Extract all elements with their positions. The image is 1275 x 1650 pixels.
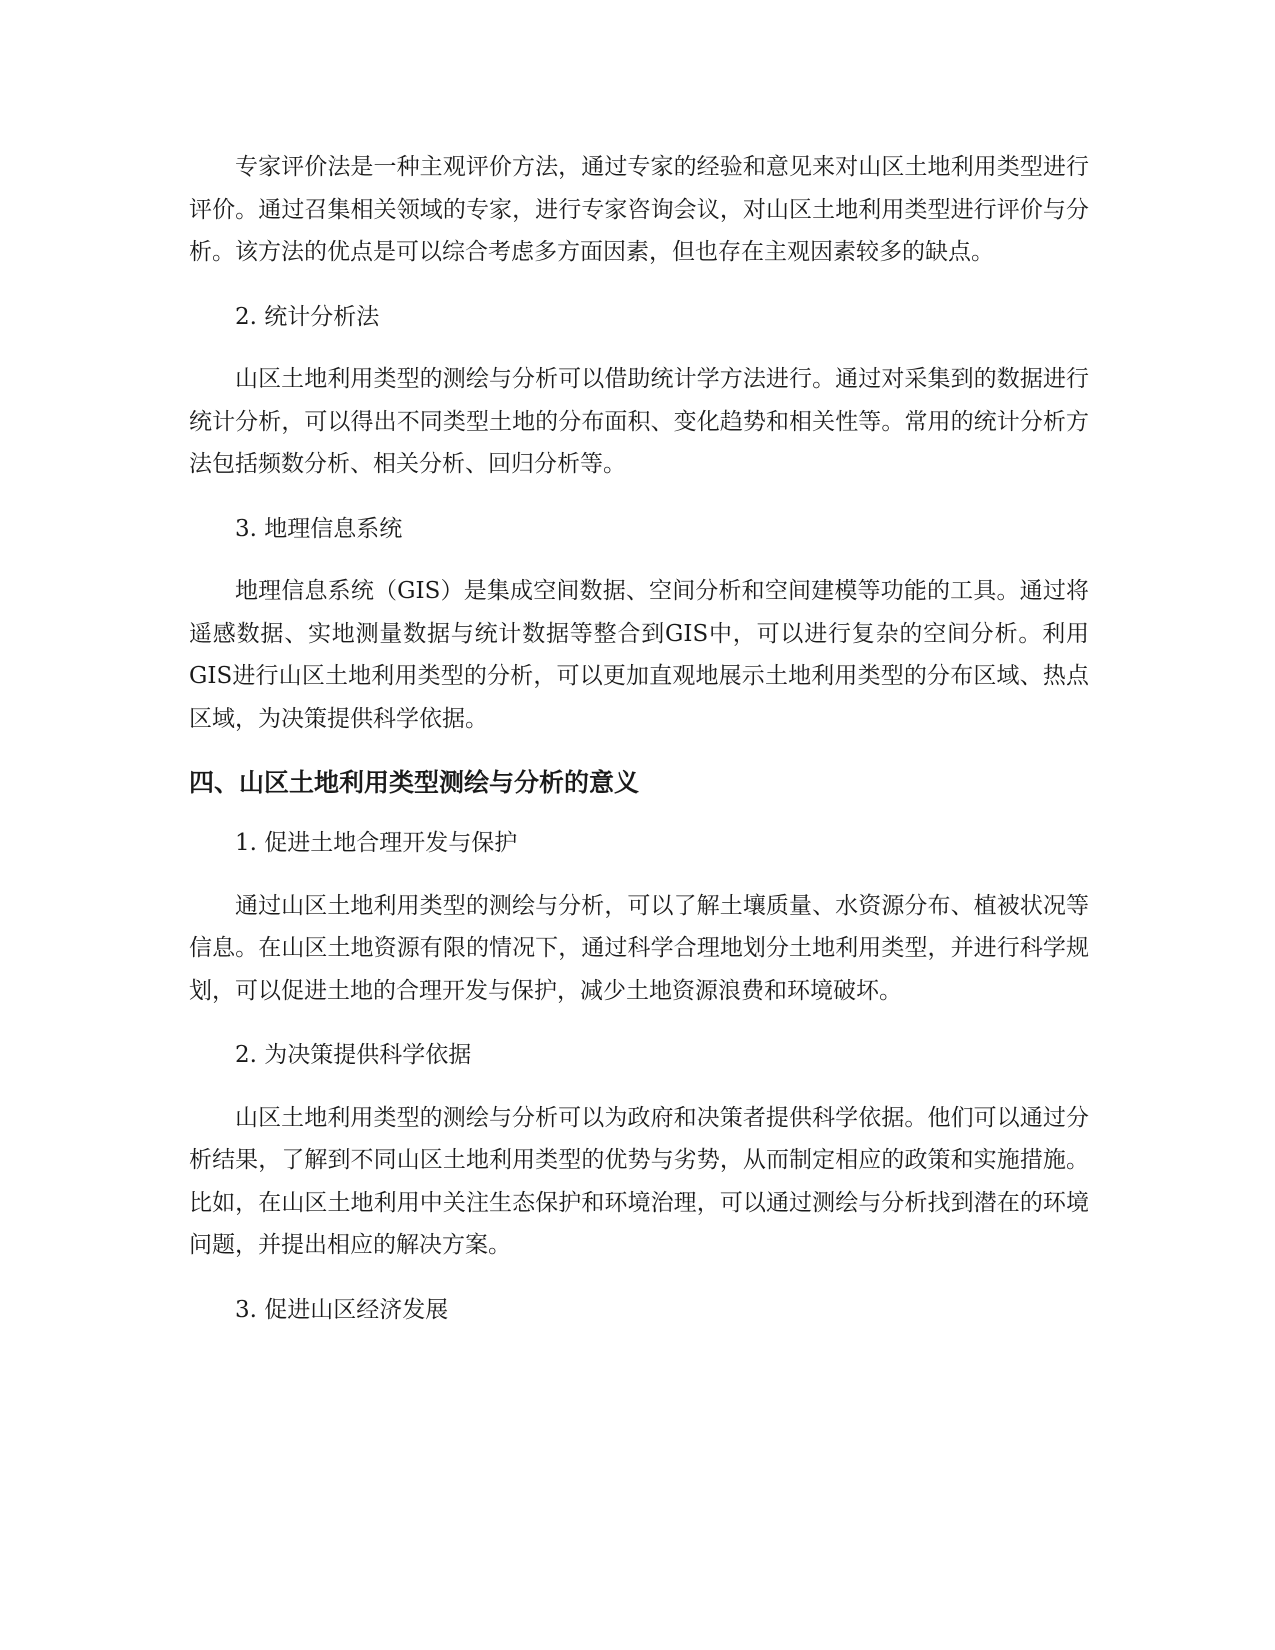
- list-item-gis: 3. 地理信息系统: [235, 515, 403, 542]
- list-item-decision-basis: 2. 为决策提供科学依据: [235, 1042, 472, 1068]
- list-item-land-development: 1. 促进土地合理开发与保护: [235, 830, 518, 856]
- list-item-economic-development: 3. 促进山区经济发展: [235, 1296, 449, 1323]
- document-body: [189, 146, 1089, 1351]
- section-heading-significance: 四、山区土地利用类型测绘与分析的意义: [189, 768, 640, 797]
- paragraph-expert-evaluation: 专家评价法是一种主观评价方法，通过专家的经验和意见来对山区土地利用类型进行评价。通过召集相关领域的专家，进行专家咨询会议，对山区土地利用类型进行评价与分析。该方法的优点是可以综合考虑多方面因素，但也存在主观因素较多的缺点。: [189, 154, 1089, 265]
- paragraph-land-development: 通过山区土地利用类型的测绘与分析，可以了解土壤质量、水资源分布、植被状况等信息。在山区土地资源有限的情况下，通过科学合理地划分土地利用类型，并进行科学规划，可以促进土地的合理开发与保护，减少土地资源浪费和环境破坏。: [189, 892, 1089, 1004]
- paragraph-gis: 地理信息系统（GIS）是集成空间数据、空间分析和空间建模等功能的工具。通过将遥感数据、实地测量数据与统计数据等整合到GIS中，可以进行复杂的空间分析。利用GIS进行山区土地利用类型的分析，可以更加直观地展示土地利用类型的分布区域、热点区域，为决策提供科学依据。: [189, 578, 1089, 732]
- list-item-statistical-analysis: 2. 统计分析法: [235, 303, 380, 330]
- paragraph-statistical-analysis: 山区土地利用类型的测绘与分析可以借助统计学方法进行。通过对采集到的数据进行统计分析，可以得出不同类型土地的分布面积、变化趋势和相关性等。常用的统计分析方法包括频数分析、相关分析、回归分析等。: [189, 366, 1089, 477]
- paragraph-decision-basis: 山区土地利用类型的测绘与分析可以为政府和决策者提供科学依据。他们可以通过分析结果，了解到不同山区土地利用类型的优势与劣势，从而制定相应的政策和实施措施。比如，在山区土地利用中关注生态保护和环境治理，可以通过测绘与分析找到潜在的环境问题，并提出相应的解决方案。: [189, 1104, 1089, 1258]
